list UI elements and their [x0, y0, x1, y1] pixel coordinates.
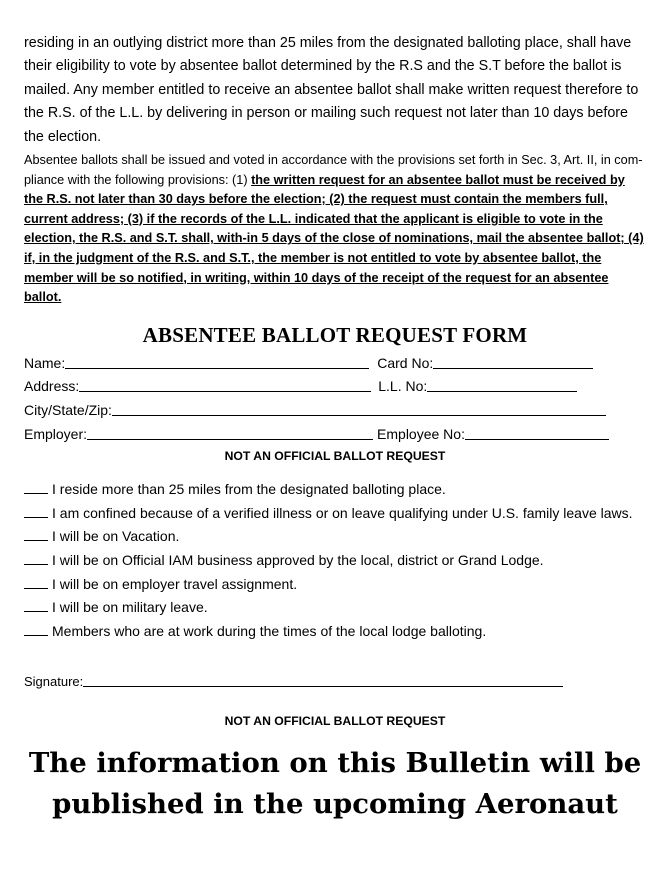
option-travel: I will be on employer travel assignment. — [24, 573, 646, 597]
employer-field[interactable] — [87, 423, 373, 440]
not-official-notice-bottom: NOT AN OFFICIAL BALLOT REQUEST — [224, 714, 446, 729]
employer-row — [24, 423, 646, 447]
city-state-zip-label: City/State/Zip: — [24, 401, 112, 418]
option-at-work: Members who are at work during the times of the local lodge balloting. — [24, 620, 646, 644]
intro-paragraph-2-plain: Absentee ballots shall be issued and voted in accordance with the provisions set forth in Sec. 3, Art. II, in com-pliance with the following provisions: (1) — [24, 153, 643, 187]
option-iam-business: I will be on Official IAM business approved by the local, district or Grand Lodge. — [24, 549, 646, 573]
signature-field[interactable] — [83, 673, 563, 687]
reason-options — [24, 478, 646, 643]
option-military: I will be on military leave. — [24, 596, 646, 620]
name-field[interactable] — [65, 352, 369, 369]
form-title: ABSENTEE BALLOT REQUEST FORM — [142, 322, 528, 347]
bulletin-note: The information on this Bulletin will be published in the upcoming Aeronaut — [28, 747, 642, 821]
intro-paragraph-2-emphasis: the written request for an absentee ballot must be received by the R.S. not later than 30 days before the election; (2) the request must contain the members full, current address; (3) if the records of the L.L. indicated that the applicant is eligible to vote in the election, the R.S. and S.T. shall, with-in 5 days of the close of nominations, mail the absentee ballot; (4) if, in the judgment of the R.S. and S.T., the member is not entitled to vote by absentee ballot, the member will be so notified, in writing, within 10 days of the receipt of the request for an absentee ballot. — [24, 172, 644, 305]
card-no-label: Card No: — [377, 354, 434, 371]
employee-no-field[interactable] — [465, 423, 609, 440]
city-state-zip-field[interactable] — [112, 399, 606, 416]
name-label: Name: — [24, 354, 66, 371]
signature-row — [24, 673, 646, 691]
employee-no-label: Employee No: — [377, 425, 465, 442]
address-row — [24, 375, 646, 399]
not-official-notice: NOT AN OFFICIAL BALLOT REQUEST — [224, 449, 446, 464]
name-row — [24, 352, 646, 376]
signature-label: Signature: — [24, 674, 84, 690]
option-checkbox[interactable] — [24, 503, 48, 518]
intro-paragraph-2 — [24, 151, 646, 308]
ll-no-label: L.L. No: — [378, 378, 428, 395]
address-label: Address: — [24, 378, 80, 395]
intro-paragraph-1: residing in an outlying district more than 25 miles from the designated balloting place, shall have their eligibility to vote by absentee ballot determined by the R.S and the S.T before the ballot is mailed. Any member entitled to receive an absentee ballot shall make written request therefore to the R.S. of the L.L. by delivering in person or mailing such request not later than 10 days before the election. — [24, 35, 639, 145]
option-checkbox[interactable] — [24, 597, 48, 612]
document-page — [24, 32, 646, 825]
ll-no-field[interactable] — [427, 375, 577, 392]
option-checkbox[interactable] — [24, 574, 48, 589]
option-checkbox[interactable] — [24, 479, 48, 494]
option-checkbox[interactable] — [24, 621, 48, 636]
option-vacation: I will be on Vacation. — [24, 525, 646, 549]
address-field[interactable] — [79, 375, 371, 392]
option-distance: I reside more than 25 miles from the designated balloting place. — [24, 478, 646, 502]
option-checkbox[interactable] — [24, 550, 48, 565]
option-illness: I am confined because of a verified illness or on leave qualifying under U.S. family leave laws. — [24, 502, 646, 526]
employer-label: Employer: — [24, 425, 88, 442]
option-checkbox[interactable] — [24, 526, 48, 541]
card-no-field[interactable] — [433, 352, 593, 369]
city-row — [24, 399, 646, 423]
